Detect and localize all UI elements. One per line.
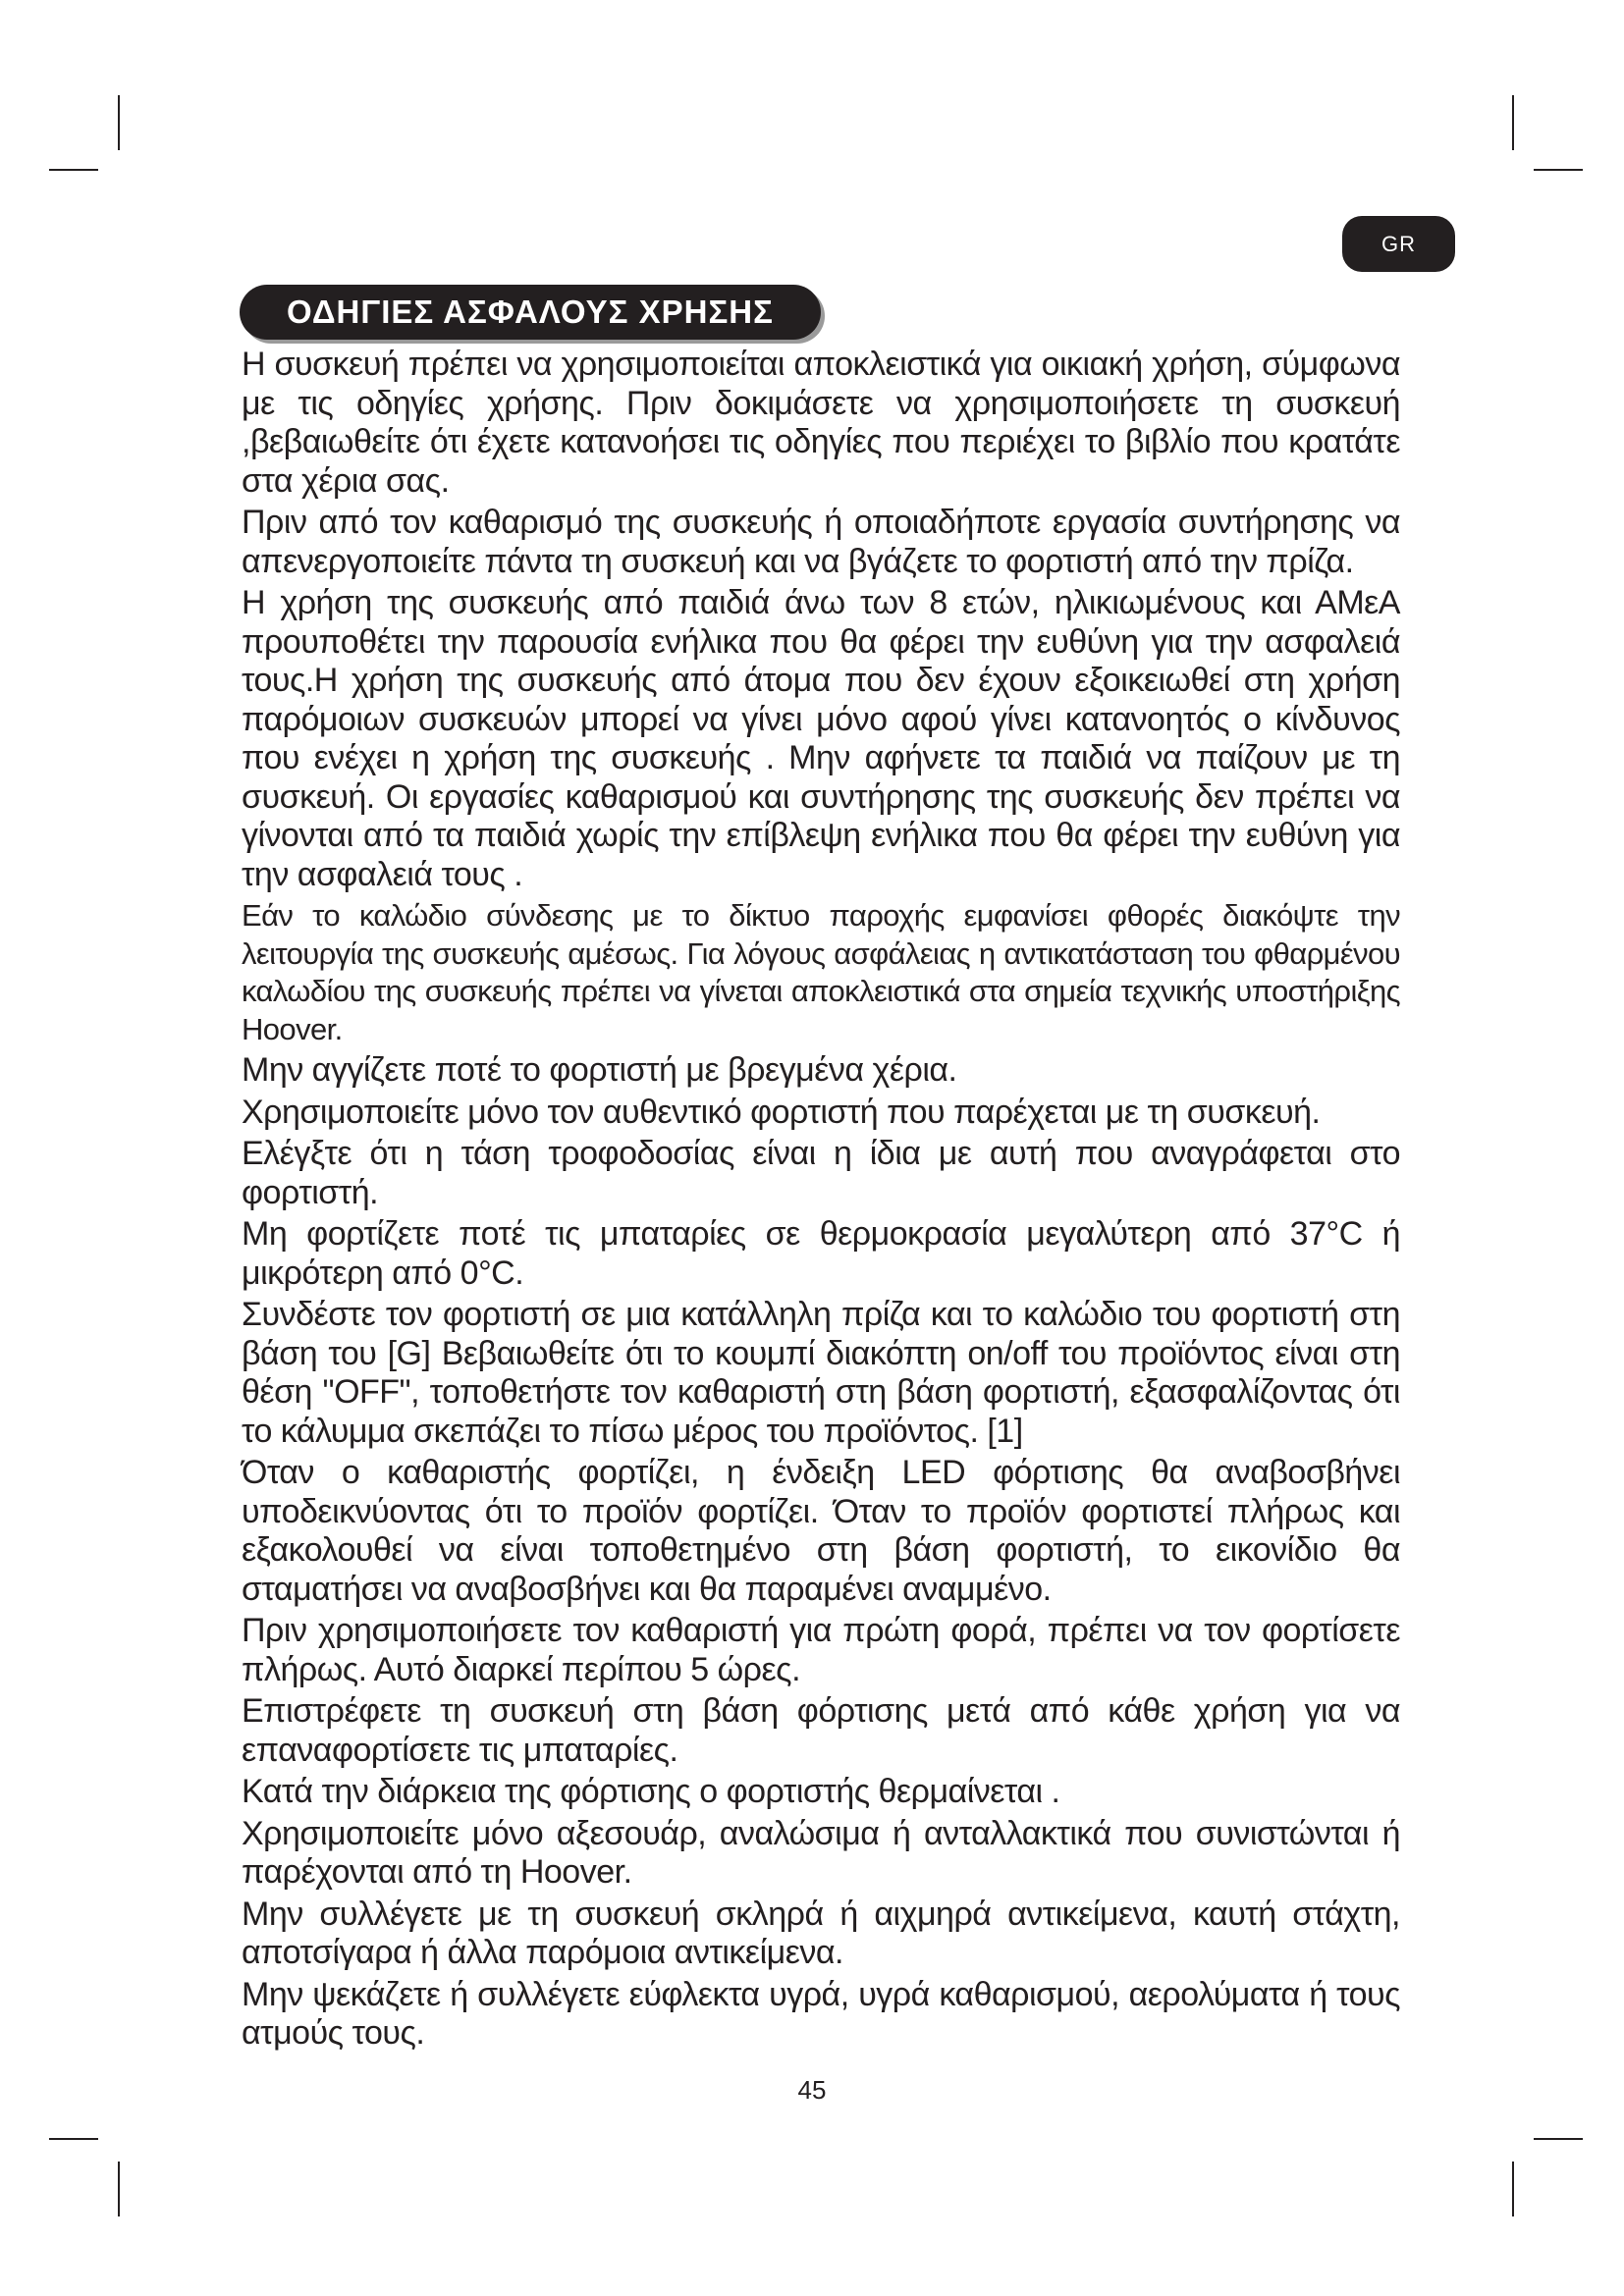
crop-mark bbox=[49, 2138, 98, 2140]
paragraph: Πριν από τον καθαρισμό της συσκευής ή οποιαδήποτε εργασία συντήρησης να απενεργοποιείτε πάντα τη συσκευή και να βγάζετε το φορτιστή από την πρίζα. bbox=[242, 504, 1400, 580]
paragraph: Μην αγγίζετε ποτέ το φορτιστή με βρεγμένα χέρια. bbox=[242, 1051, 957, 1089]
paragraph: Μην συλλέγετε με τη συσκευή σκληρά ή αιχμηρά αντικείμενα, καυτή στάχτη, αποτσίγαρα ή άλλα παρόμοια αντικείμενα. bbox=[242, 1895, 1400, 1971]
paragraph: Εάν το καλώδιο σύνδεσης με το δίκτυο παροχής εμφανίσει φθορές διακόψτε την λειτουργία της συσκευής αμέσως. Για λόγους ασφάλειας η αντικατάσταση του φθαρμένου καλωδίου της συσκευής πρέπει να γίνεται αποκλειστικά στα σημεία τεχνικής υποστήριξης Hoover. bbox=[242, 898, 1400, 1046]
safety-instructions-body bbox=[242, 346, 1400, 2056]
crop-mark bbox=[49, 169, 98, 171]
paragraph: Ελέγξτε ότι η τάση τροφοδοσίας είναι η ίδια με αυτή που αναγράφεται στο φορτιστή. bbox=[242, 1135, 1400, 1211]
paragraph: Κατά την διάρκεια της φόρτισης ο φορτιστής θερμαίνεται . bbox=[242, 1773, 1060, 1810]
paragraph: Η συσκευή πρέπει να χρησιμοποιείται αποκλειστικά για οικιακή χρήση, σύμφωνα με τις οδηγίες χρήσης. Πριν δοκιμάσετε να χρησιμοποιήσετε τη συσκευή ,βεβαιωθείτε ότι έχετε κατανοήσει τις οδηγίες που περιέχει το βιβλίο που κρατάτε στα χέρια σας. bbox=[242, 346, 1400, 500]
section-title: ΟΔΗΓΙΕΣ ΑΣΦΑΛΟΥΣ ΧΡΗΣΗΣ bbox=[240, 285, 821, 340]
crop-mark bbox=[1512, 2162, 1514, 2216]
paragraph: Συνδέστε τον φορτιστή σε μια κατάλληλη πρίζα και το καλώδιο του φορτιστή στη βάση του [G] Βεβαιωθείτε ότι το κουμπί διακόπτη on/off του προϊόντος είναι στη θέση "OFF", τοποθετήστε τον καθαριστή στη βάση φορτιστή, εξασφαλίζοντας ότι το κάλυμμα σκεπάζει το πίσω μέρος του προϊόντος. [1] bbox=[242, 1296, 1400, 1450]
paragraph: Χρησιμοποιείτε μόνο τον αυθεντικό φορτιστή που παρέχεται με τη συσκευή. bbox=[242, 1093, 1321, 1131]
language-badge: GR bbox=[1342, 216, 1455, 272]
paragraph: Όταν ο καθαριστής φορτίζει, η ένδειξη LED φόρτισης θα αναβοσβήνει υποδεικνύοντας ότι το προϊόν φορτίζει. Όταν το προϊόν φορτιστεί πλήρως και εξακολουθεί να είναι τοποθετημένο στη βάση φορτιστή, το εικονίδιο θα σταματήσει να αναβοσβήνει και θα παραμένει αναμμένο. bbox=[242, 1454, 1400, 1608]
paragraph: Χρησιμοποιείτε μόνο αξεσουάρ, αναλώσιμα ή ανταλλακτικά που συνιστώνται ή παρέχονται από τη Hoover. bbox=[242, 1814, 1400, 1891]
page-number: 45 bbox=[797, 2075, 827, 2105]
paragraph: Μη φορτίζετε ποτέ τις μπαταρίες σε θερμοκρασία μεγαλύτερη από 37°C ή μικρότερη από 0°C. bbox=[242, 1215, 1400, 1292]
paragraph: Μην ψεκάζετε ή συλλέγετε εύφλεκτα υγρά, υγρά καθαρισμού, αερολύματα ή τους ατμούς τους. bbox=[242, 1975, 1400, 2052]
paragraph: Πριν χρησιμοποιήσετε τον καθαριστή για πρώτη φορά, πρέπει να τον φορτίσετε πλήρως. Αυτό διαρκεί περίπου 5 ώρες. bbox=[242, 1612, 1400, 1688]
paragraph: Η χρήση της συσκευής από παιδιά άνω των 8 ετών, ηλικιωμένους και ΑΜεΑ προυποθέτει την παρουσία ενήλικα που θα φέρει την ευθύνη για την ασφαλειά τους.Η χρήση της συσκευής από άτομα που δεν έχουν εξοικειωθεί στη χρήση παρόμοιων συσκευών μπορεί να γίνει μόνο αφού γίνει κατανοητός ο κίνδυνος που ενέχει η χρήση της συσκευής . Μην αφήνετε τα παιδιά να παίζουν με τη συσκευή. Οι εργασίες καθαρισμού και συντήρησης της συσκευής δεν πρέπει να γίνονται από τα παιδιά χωρίς την επίβλεψη ενήλικα που θα φέρει την ευθύνη για την ασφαλειά τους . bbox=[242, 584, 1400, 893]
crop-mark bbox=[1534, 169, 1583, 171]
crop-mark bbox=[1512, 95, 1514, 150]
crop-mark bbox=[1534, 2138, 1583, 2140]
crop-mark bbox=[118, 95, 120, 150]
paragraph: Επιστρέφετε τη συσκευή στη βάση φόρτισης μετά από κάθε χρήση για να επαναφορτίσετε τις μπαταρίες. bbox=[242, 1692, 1400, 1769]
crop-mark bbox=[118, 2162, 120, 2216]
